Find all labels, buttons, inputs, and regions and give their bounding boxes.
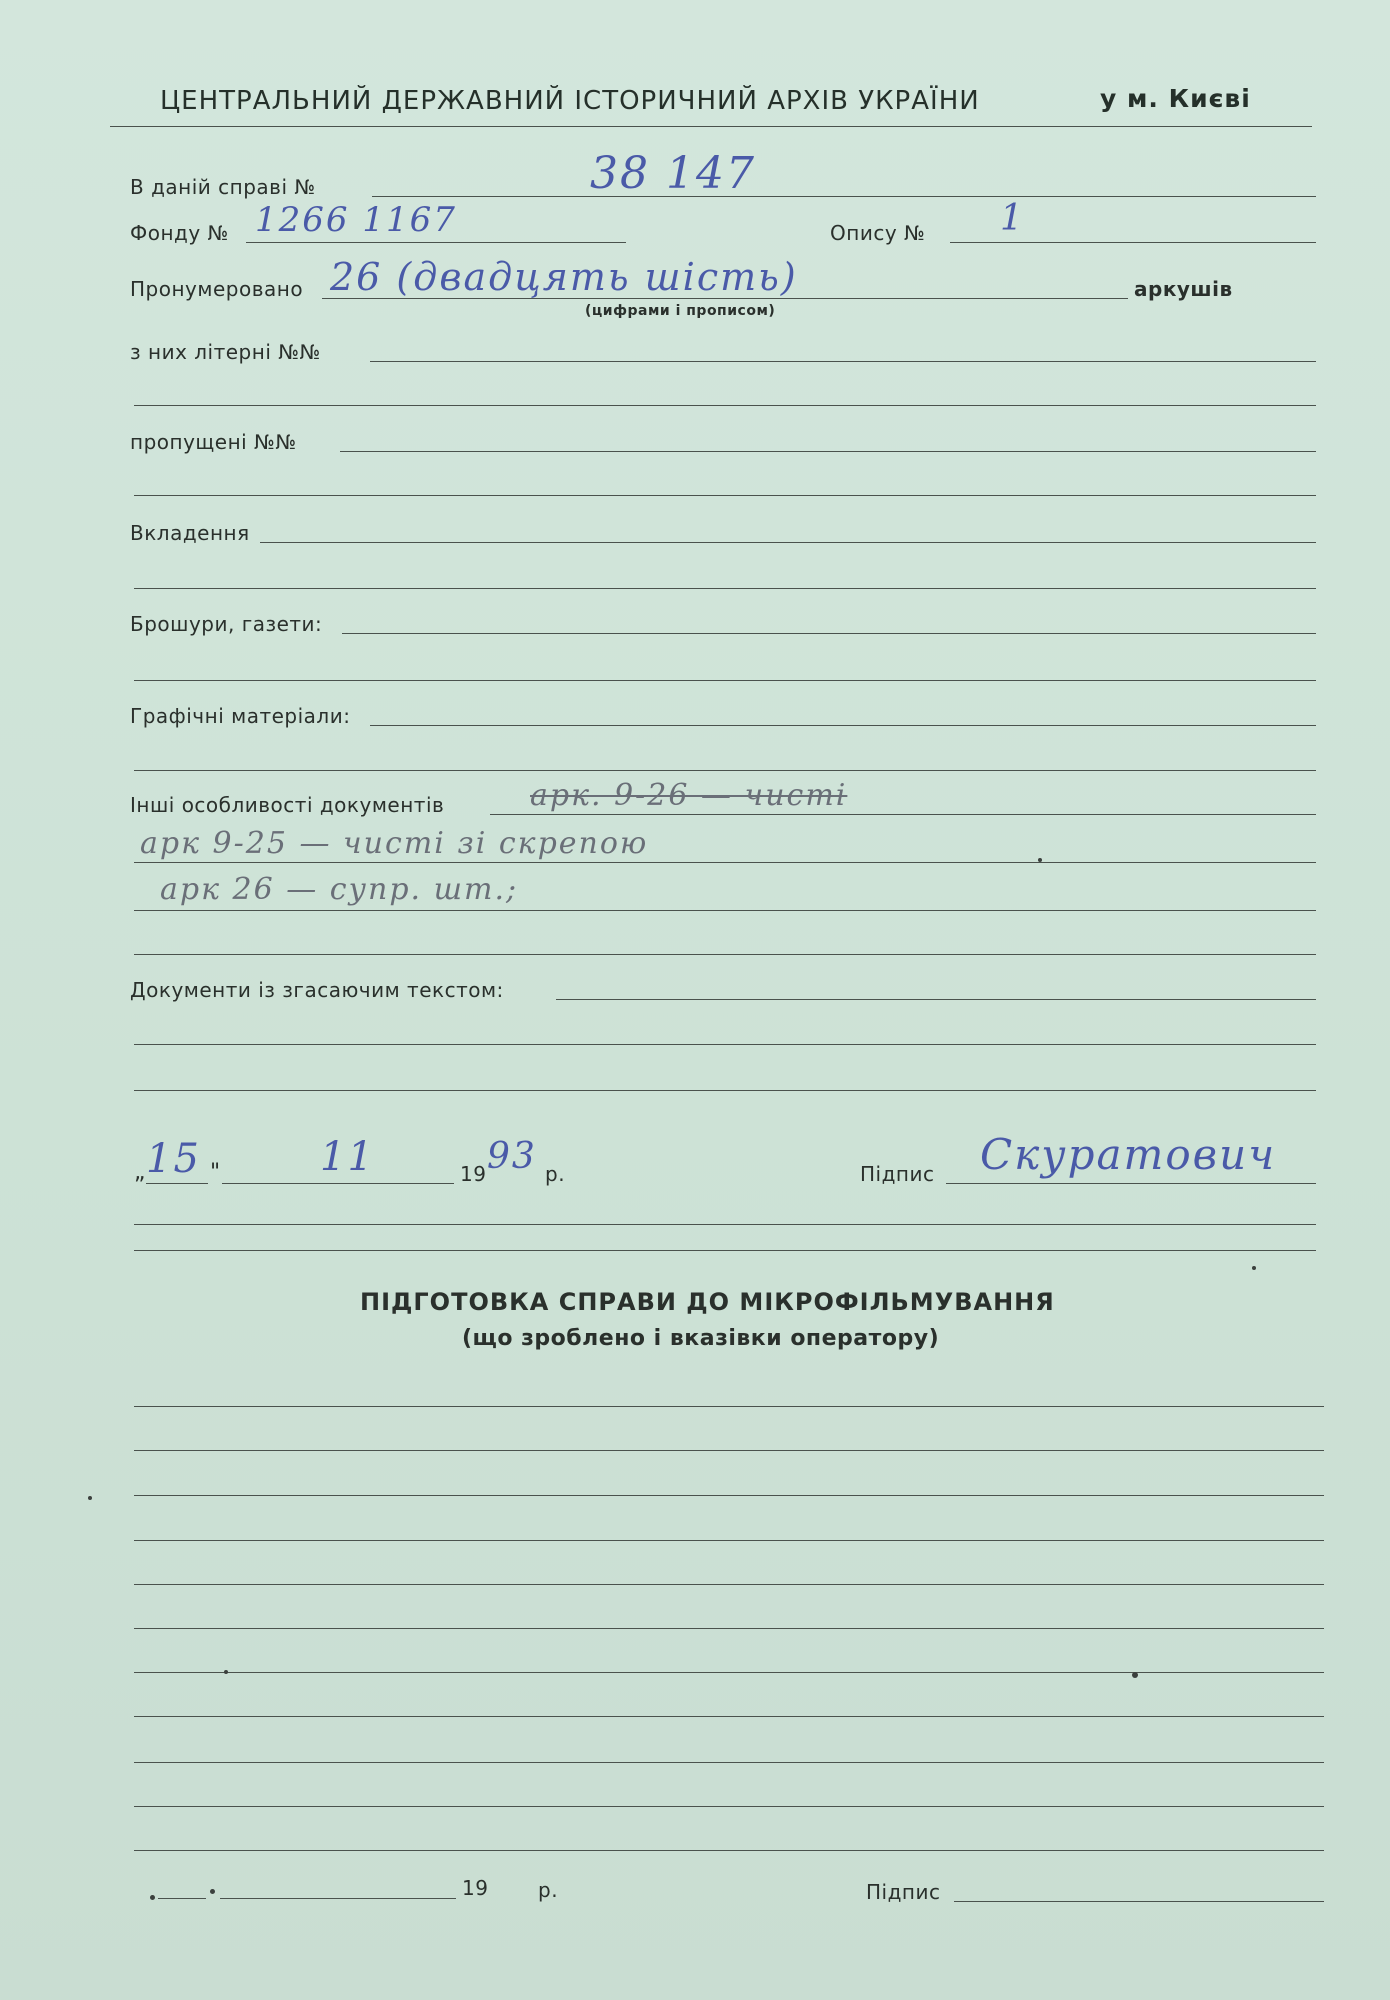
brochures-line-2 <box>134 680 1316 681</box>
micro-line-9 <box>134 1762 1324 1763</box>
opys-line <box>950 242 1316 243</box>
other-line-4 <box>134 954 1316 955</box>
other-label: Інші особливості документів <box>130 793 445 817</box>
date-day-line <box>146 1183 208 1184</box>
micro-line-4 <box>134 1540 1324 1541</box>
archive-city: у м. Києві <box>1100 84 1251 113</box>
speck <box>88 1496 92 1500</box>
speck <box>1038 858 1042 862</box>
date-open-quote: „ <box>134 1160 146 1185</box>
micro-line-8 <box>134 1716 1324 1717</box>
graphic-label: Графічні матеріали: <box>130 704 351 728</box>
other-line <box>490 814 1316 815</box>
case-value: 38 147 <box>590 148 756 199</box>
fond-line <box>246 242 626 243</box>
attachments-line-2 <box>134 588 1316 589</box>
numbered-value: 26 (двадцять шість) <box>330 255 798 299</box>
micro-line-5 <box>134 1584 1324 1585</box>
faded-line-3 <box>134 1090 1316 1091</box>
fond-label: Фонду № <box>130 221 229 245</box>
micro-month-line <box>220 1898 456 1899</box>
numbered-label: Пронумеровано <box>130 277 304 301</box>
date-close-quote: " <box>210 1160 221 1185</box>
micro-line-10 <box>134 1806 1324 1807</box>
date-month: 11 <box>320 1134 375 1180</box>
date-line-3 <box>134 1250 1316 1251</box>
faded-line <box>556 999 1316 1000</box>
micro-date-suffix: р. <box>538 1878 559 1902</box>
date-year-prefix: 19 <box>460 1162 487 1186</box>
speck <box>1252 1266 1256 1270</box>
micro-date-quote-close <box>210 1889 215 1894</box>
micro-line-2 <box>134 1450 1324 1451</box>
micro-line-7 <box>134 1672 1324 1673</box>
brochures-line <box>342 633 1316 634</box>
date-month-line <box>222 1183 454 1184</box>
micro-title: ПІДГОТОВКА СПРАВИ ДО МІКРОФІЛЬМУВАННЯ <box>360 1288 1055 1316</box>
lettered-line-2 <box>134 405 1316 406</box>
micro-date-quote-open <box>150 1895 155 1900</box>
micro-line-6 <box>134 1628 1324 1629</box>
opys-value: 1 <box>1000 198 1025 239</box>
micro-line-3 <box>134 1495 1324 1496</box>
lettered-line <box>370 361 1316 362</box>
micro-subtitle: (що зроблено і вказівки оператору) <box>462 1326 940 1351</box>
archive-title: ЦЕНТРАЛЬНИЙ ДЕРЖАВНИЙ ІСТОРИЧНИЙ АРХІВ УКРАЇНИ <box>160 86 980 116</box>
skipped-label: пропущені №№ <box>130 430 297 454</box>
attachments-line <box>260 542 1316 543</box>
attachments-label: Вкладення <box>130 521 250 545</box>
micro-signature-label: Підпис <box>866 1880 941 1904</box>
other-note-2: арк 9-25 — чисті зі скрепою <box>140 826 649 861</box>
speck <box>224 1670 228 1674</box>
other-note-1: арк. 9-26 — чисті <box>530 778 848 813</box>
skipped-line-2 <box>134 495 1316 496</box>
micro-line-11 <box>134 1850 1324 1851</box>
signature-label: Підпис <box>860 1162 935 1186</box>
header-rule <box>110 126 1312 127</box>
micro-line-1 <box>134 1406 1324 1407</box>
faded-label: Документи із згасаючим текстом: <box>130 978 504 1002</box>
date-suffix: р. <box>545 1162 566 1186</box>
numbered-unit: аркушів <box>1134 277 1233 301</box>
graphic-line <box>370 725 1316 726</box>
date-line-2 <box>134 1224 1316 1225</box>
signature-value: Скуратович <box>980 1130 1277 1179</box>
signature-line <box>946 1183 1316 1184</box>
brochures-label: Брошури, газети: <box>130 612 323 636</box>
other-line-3 <box>134 910 1316 911</box>
date-day: 15 <box>146 1136 201 1182</box>
numbered-hint: (цифрами і прописом) <box>585 303 776 319</box>
opys-label: Опису № <box>830 221 926 245</box>
micro-day-line <box>158 1898 206 1899</box>
other-line-2 <box>134 862 1316 863</box>
faded-line-2 <box>134 1044 1316 1045</box>
case-label: В даній справі № <box>130 175 316 199</box>
lettered-label: з них літерні №№ <box>130 340 321 364</box>
skipped-line <box>340 451 1316 452</box>
case-line <box>372 196 1316 197</box>
date-year: 93 <box>487 1136 537 1177</box>
fond-value: 1266 1167 <box>255 200 457 240</box>
other-note-3: арк 26 — супр. шт.; <box>160 872 519 907</box>
speck <box>1132 1672 1138 1678</box>
graphic-line-2 <box>134 770 1316 771</box>
micro-date-year-prefix: 19 <box>462 1876 489 1900</box>
micro-signature-line <box>954 1901 1324 1902</box>
